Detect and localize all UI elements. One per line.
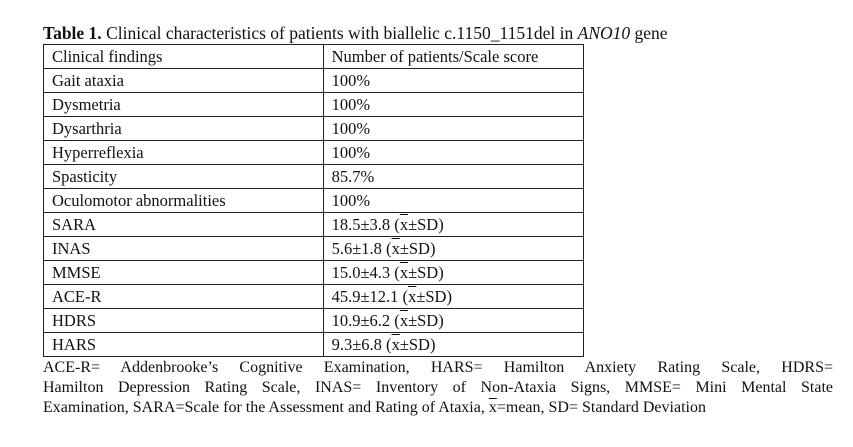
caption-gene: ANO10 bbox=[577, 23, 631, 43]
cell-value bbox=[323, 165, 583, 189]
footnote-line-3-start: Examination, SARA=Scale for the Assessment and Rating of Ataxia, bbox=[43, 399, 489, 416]
value-text: 85.7% bbox=[331, 167, 375, 186]
table-caption bbox=[43, 22, 803, 44]
table-row bbox=[44, 189, 584, 213]
value-text: 100% bbox=[331, 119, 371, 138]
value-text: 100% bbox=[331, 191, 371, 210]
value-xbar: $\overline{x}$ bbox=[399, 263, 409, 282]
table-header-row bbox=[44, 45, 584, 69]
table-row bbox=[44, 93, 584, 117]
cell-finding: HDRS bbox=[44, 309, 324, 333]
value-suffix: ±SD) bbox=[416, 287, 452, 306]
footnote-line-3-end: =mean, SD= Standard Deviation bbox=[496, 399, 706, 416]
cell-value bbox=[323, 117, 583, 141]
cell-finding: MMSE bbox=[44, 261, 324, 285]
caption-label: Table 1. bbox=[43, 23, 102, 43]
cell-value bbox=[323, 237, 583, 261]
value-suffix: ±SD) bbox=[408, 311, 444, 330]
value-suffix: ±SD) bbox=[408, 263, 444, 282]
value-text: 9.3±6.8 ( bbox=[331, 335, 392, 354]
cell-value bbox=[323, 261, 583, 285]
table-row bbox=[44, 309, 584, 333]
value-xbar: $\overline{x}$ bbox=[391, 335, 400, 354]
cell-finding: INAS bbox=[44, 237, 324, 261]
cell-value bbox=[323, 189, 583, 213]
cell-value bbox=[323, 213, 583, 237]
cell-finding: HARS bbox=[44, 333, 324, 357]
header-clinical-findings: Clinical findings bbox=[44, 45, 324, 69]
value-suffix: ±SD) bbox=[408, 215, 444, 234]
value-text: 100% bbox=[331, 143, 371, 162]
cell-value bbox=[323, 93, 583, 117]
table-row bbox=[44, 117, 584, 141]
table-row bbox=[44, 141, 584, 165]
table-row bbox=[44, 285, 584, 309]
value-xbar: $\overline{x}$ bbox=[391, 239, 400, 258]
table-figure bbox=[43, 22, 833, 418]
caption-text: Clinical characteristics of patients with biallelic c.1150_1151del in bbox=[101, 23, 578, 43]
cell-finding: Spasticity bbox=[44, 165, 324, 189]
table-footnote bbox=[43, 358, 833, 418]
footnote-line-1: ACE-R= Addenbrooke’s Cognitive Examination, HARS= Hamilton Anxiety Rating Scale, HDRS= bbox=[43, 359, 833, 376]
cell-finding: SARA bbox=[44, 213, 324, 237]
value-suffix: ±SD) bbox=[399, 239, 436, 258]
value-text: 18.5±3.8 ( bbox=[331, 215, 400, 234]
cell-finding: Gait ataxia bbox=[44, 69, 324, 93]
cell-finding: Dysmetria bbox=[44, 93, 324, 117]
cell-value bbox=[323, 333, 583, 357]
cell-value bbox=[323, 141, 583, 165]
header-patients-score: Number of patients/Scale score bbox=[323, 45, 583, 69]
table-row bbox=[44, 261, 584, 285]
cell-finding: ACE-R bbox=[44, 285, 324, 309]
cell-value bbox=[323, 285, 583, 309]
value-xbar: $\overline{x}$ bbox=[408, 287, 417, 306]
value-suffix: ±SD) bbox=[399, 335, 436, 354]
clinical-table bbox=[43, 44, 584, 357]
table-row bbox=[44, 333, 584, 357]
value-text: 15.0±4.3 ( bbox=[331, 263, 400, 282]
cell-finding: Dysarthria bbox=[44, 117, 324, 141]
value-xbar: $\overline{x}$ bbox=[399, 311, 409, 330]
footnote-line-2: Hamilton Depression Rating Scale, INAS= Inventory of Non-Ataxia Signs, MMSE= Mini Mental State bbox=[43, 379, 833, 396]
value-text: 100% bbox=[331, 95, 371, 114]
table-row bbox=[44, 237, 584, 261]
cell-finding: Hyperreflexia bbox=[44, 141, 324, 165]
value-text: 100% bbox=[331, 71, 371, 90]
value-text: 10.9±6.2 ( bbox=[331, 311, 400, 330]
value-text: 45.9±12.1 ( bbox=[331, 287, 409, 306]
cell-value bbox=[323, 69, 583, 93]
value-xbar: $\overline{x}$ bbox=[399, 215, 409, 234]
value-text: 5.6±1.8 ( bbox=[331, 239, 392, 258]
footnote-xbar: $\overline{x}$ bbox=[488, 399, 497, 416]
cell-finding: Oculomotor abnormalities bbox=[44, 189, 324, 213]
footnote-line-3 bbox=[43, 398, 833, 418]
caption-text-end: gene bbox=[630, 23, 668, 43]
table-row bbox=[44, 165, 584, 189]
cell-value bbox=[323, 309, 583, 333]
table-row bbox=[44, 213, 584, 237]
table-row bbox=[44, 69, 584, 93]
